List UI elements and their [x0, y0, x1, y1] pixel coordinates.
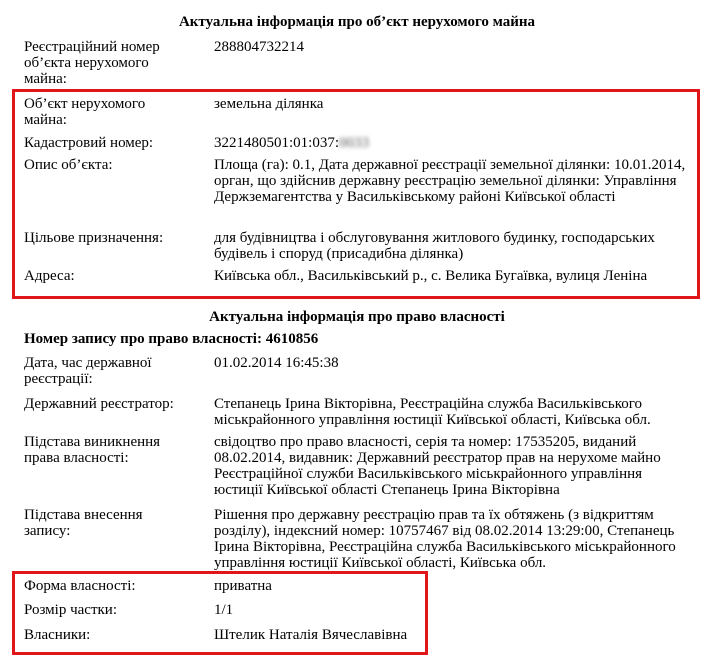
label-record-basis: Підстава внесення запису: [24, 507, 143, 539]
value-registrar: Степанець Ірина Вікторівна, Реєстраційна служба Васильківського міськрайонного управління юстиції Київської області, Київська обл. [214, 396, 651, 428]
label-description: Опис об’єкта: [24, 157, 113, 173]
label-ownership-form: Форма власності: [24, 578, 136, 594]
value-purpose: для будівництва і обслуговування житлового будинку, господарських будівель і споруд (присадибна ділянка) [214, 230, 655, 262]
section-title-ownership: Актуальна інформація про право власності [209, 309, 505, 325]
value-address: Київська обл., Васильківський р., с. Велика Бугаївка, вулиця Леніна [214, 268, 648, 284]
section-title-property: Актуальна інформація про об’єкт нерухомого майна [178, 14, 536, 30]
highlight-box-ownership [12, 571, 428, 655]
label-object-type: Об’єкт нерухомого майна: [24, 96, 146, 128]
label-owners: Власники: [24, 627, 91, 643]
label-cadastral-number: Кадастровий номер: [24, 135, 154, 151]
value-ownership-form: приватна [214, 578, 272, 594]
highlight-box-land-plot [12, 89, 700, 299]
label-purpose: Цільове призначення: [24, 230, 164, 246]
value-record-basis: Рішення про державну реєстрацію прав та їх обтяжень (з відкриттям розділу), індексний номер: 10757467 від 08.02.2014 13:29:00, Степанець Ірина Вікторівна, Реєстраційна служба Васильківського міськрайонного управління юстиції Київської області, Київська обл. [214, 507, 676, 571]
label-registration-number: Реєстраційний номер об’єкта нерухомого майна: [24, 39, 160, 87]
value-registration-number: 288804732214 [214, 39, 304, 55]
value-owners: Штелик Наталія Вячеславівна [214, 627, 408, 643]
label-ownership-basis: Підстава виникнення права власності: [24, 434, 161, 466]
label-share-size: Розмір частки: [24, 602, 117, 618]
ownership-record-heading: Номер запису про право власності: 4610856 [24, 331, 319, 347]
label-registration-date: Дата, час державної реєстрації: [24, 355, 152, 387]
label-address: Адреса: [24, 268, 75, 284]
cadastral-number-redacted: 0033 [339, 135, 370, 151]
cadastral-number-text: 3221480501:01:037: [214, 135, 340, 151]
value-object-type: земельна ділянка [214, 96, 324, 112]
value-description: Площа (га): 0.1, Дата державної реєстрації земельної ділянки: 10.01.2014, орган, що здійснив державну реєстрацію земельної ділянки: Управління Держземагентства у Васильківському районі Київської області [214, 157, 686, 205]
value-share-size: 1/1 [214, 602, 234, 618]
value-registration-date: 01.02.2014 16:45:38 [214, 355, 339, 371]
label-registrar: Державний реєстратор: [24, 396, 174, 412]
value-ownership-basis: свідоцтво про право власності, серія та номер: 17535205, виданий 08.02.2014, видавник: Державний реєстратор прав на нерухоме майно Реєстраційної служби Васильківського міськрайонного управління юстиції Київської області Степанець Ірина Вікторівна [214, 434, 661, 498]
